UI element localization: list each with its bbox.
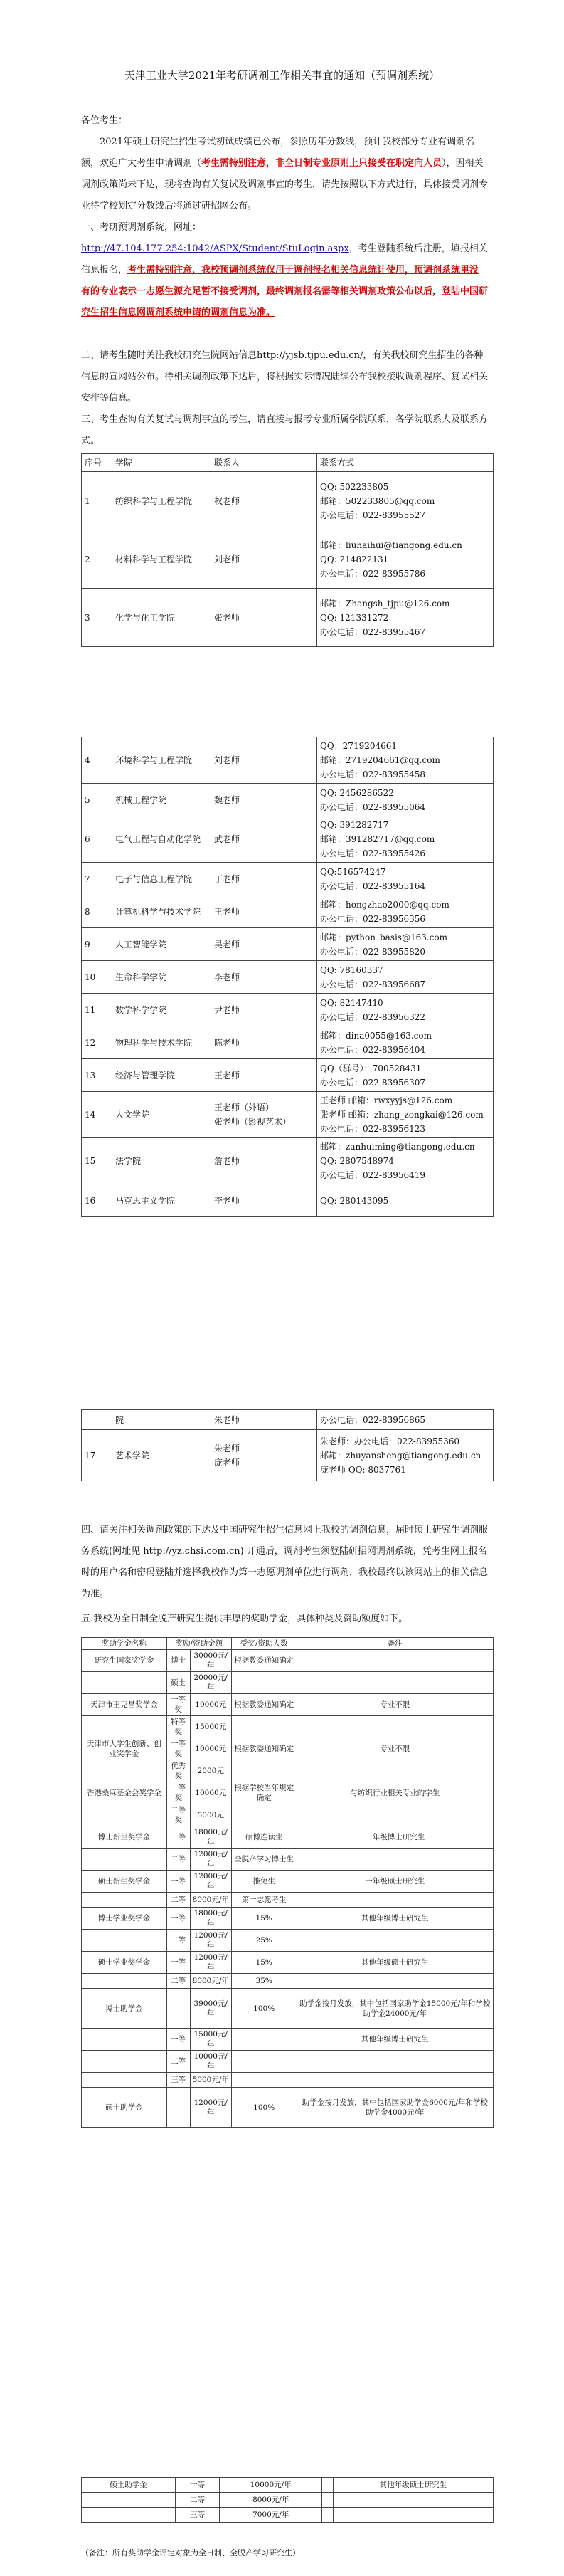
contacts-row: [82, 895, 494, 928]
contacts-info: 邮箱：Zhangsh_tjpu@126.com QQ: 121331272 办公电话：022-83955467: [317, 589, 494, 647]
contacts-row-number: 4: [82, 737, 112, 784]
contacts-college: 艺术学院: [112, 1430, 211, 1481]
awards-row: [82, 1804, 494, 1826]
award-quota: [322, 2478, 334, 2493]
awards-row: [82, 1989, 494, 2029]
award-quota: 第一志愿考生: [231, 1893, 297, 1908]
awards-row: [82, 1694, 494, 1716]
award-remark: [297, 1974, 493, 1989]
award-remark: 专业不限: [297, 1738, 493, 1760]
contacts-college: 材料科学与工程学院: [112, 530, 211, 589]
contacts-row: [82, 784, 494, 816]
award-remark: 助学金按月发放，其中包括国家助学金15000元/年和学校助学金24000元/年: [297, 1989, 493, 2029]
award-amount: 8000元/年: [190, 1893, 231, 1908]
contacts-college: 电气工程与自动化学院: [112, 816, 211, 863]
contacts-header-cell: 联系方式: [317, 454, 494, 472]
award-level: 特等奖: [166, 1716, 190, 1738]
awards-row: [82, 2478, 494, 2493]
contacts-header-cell: 序号: [82, 454, 112, 472]
awards-header-cell: 奖励/资助金额: [166, 1638, 231, 1650]
contacts-college: 马克思主义学院: [112, 1184, 211, 1217]
award-amount: 15000元: [190, 1716, 231, 1738]
awards-row: [82, 1849, 494, 1871]
contacts-info: QQ: 280143095: [317, 1184, 494, 1217]
contacts-college: 机械工程学院: [112, 784, 211, 816]
award-amount: 20000元/年: [190, 1672, 231, 1694]
award-remark: [297, 1893, 493, 1908]
award-amount: 39000元/年: [190, 1989, 231, 2029]
contacts-row: [82, 994, 494, 1026]
award-amount: 5000元/年: [190, 2073, 231, 2088]
award-level: 三等: [166, 2073, 190, 2088]
award-level: 优秀奖: [166, 1760, 190, 1782]
contacts-info: QQ: 82147410 办公电话：022-83956322: [317, 994, 494, 1026]
award-name: 硕士学业奖学金: [82, 1952, 167, 1974]
step1-label: 一、考研预调剂系统，网址：: [81, 222, 202, 233]
award-remark: [297, 2051, 493, 2073]
awards-note: （备注：所有奖助学金评定对象为全日制、全脱产学习研究生）: [81, 2548, 300, 2557]
award-amount: 12000元/年: [190, 1849, 231, 1871]
award-remark: 其他年级博士研究生: [297, 2029, 493, 2051]
awards-row: [82, 2493, 494, 2508]
contacts-person: 陈老师: [211, 1026, 317, 1059]
contacts-person: 王老师: [211, 895, 317, 928]
award-remark: [333, 2493, 493, 2508]
award-level: 二等: [166, 1849, 190, 1871]
awards-header-cell: 奖助学金名称: [82, 1638, 167, 1650]
award-level: 一等奖: [166, 1738, 190, 1760]
award-amount: 10000元: [190, 1782, 231, 1804]
contacts-row-number: 16: [82, 1184, 112, 1217]
contacts-info: QQ（群号）：700528431 办公电话：022-83956307: [317, 1059, 494, 1092]
contacts-row-number: 6: [82, 816, 112, 863]
contacts-info: 王老师 邮箱：rwxyyjs@126.com 张老师 邮箱：zhang_zongkai@126.com 办公电话：022-83956123: [317, 1092, 494, 1138]
award-remark: [297, 1930, 493, 1952]
step4-paragraph: 四、请关注相关调剂政策的下达及中国研究生招生信息网上我校的调剂信息，届时硕士研究生调剂服务系统(网址见 http://yz.chsi.com.cn) 开通后，调剂考生须登陆研招网调剂系统，凭考生网上报名时的用户名和密码登陆并选择我校作为第一志愿调剂单位进行调剂，我校最终以该网站上的相关信息为准。: [81, 1525, 489, 1599]
award-level: 二等: [166, 1974, 190, 1989]
award-name: [82, 2073, 167, 2088]
awards-row: [82, 1952, 494, 1974]
awards-row: [82, 2508, 494, 2523]
award-name: [82, 1760, 167, 1782]
contacts-college: 纺织科学与工程学院: [112, 472, 211, 530]
award-remark: [333, 2508, 493, 2523]
contacts-college: 人文学院: [112, 1092, 211, 1138]
step3-paragraph: 三、考生查询有关复试与调剂事宜的考生，请直接与报考专业所属学院联系，各学院联系人及联系方式。: [81, 414, 489, 446]
contacts-row-number: 2: [82, 530, 112, 589]
contacts-header-cell: 学院: [112, 454, 211, 472]
award-name: 硕士助学金: [82, 2088, 167, 2128]
contacts-row: [82, 589, 494, 647]
award-quota: 25%: [231, 1930, 297, 1952]
award-remark: 与纺织行业相关专业的学生: [297, 1782, 493, 1804]
contacts-row-number: 9: [82, 928, 112, 961]
contacts-person: 吴老师: [211, 928, 317, 961]
contacts-row: [82, 472, 494, 530]
contacts-college: 计算机科学与技术学院: [112, 895, 211, 928]
award-name: 天津市大学生创新、创业奖学金: [82, 1738, 167, 1760]
award-quota: 根据教委通知确定: [231, 1650, 297, 1672]
award-remark: [297, 1849, 493, 1871]
contacts-row: [82, 1138, 494, 1184]
awards-row: [82, 1908, 494, 1930]
contacts-info: 邮箱：liuhaihui@tiangong.edu.cn QQ: 214822131 办公电话：022-83955786: [317, 530, 494, 589]
contacts-info: QQ：2719204661 邮箱：2719204661@qq.com 办公电话：022-83955458: [317, 737, 494, 784]
award-quota: 根据教委通知确定: [231, 1694, 297, 1716]
award-quota: 15%: [231, 1908, 297, 1930]
award-name: [82, 1974, 167, 1989]
contacts-person: 刘老师: [211, 737, 317, 784]
greeting: 各位考生：: [81, 115, 128, 126]
intro-text: 2021年硕士研究生招生考试初试成绩已公布，参照历年分数线，预计我校部分专业有调剂名额，欢迎广大考生申请调剂（: [81, 137, 475, 169]
contacts-row: [82, 961, 494, 994]
contacts-row-number: 12: [82, 1026, 112, 1059]
contacts-person: 张老师: [211, 589, 317, 647]
award-name: [82, 1930, 167, 1952]
contacts-info: 朱老师：办公电话：022-83955360 邮箱：zhuyansheng@tiangong.edu.cn 庞老师 QQ: 8037761: [317, 1430, 494, 1481]
award-amount: 12000元/年: [190, 1930, 231, 1952]
award-name: [82, 1716, 167, 1738]
contacts-college: 物理科学与技术学院: [112, 1026, 211, 1059]
contacts-college: 人工智能学院: [112, 928, 211, 961]
contacts-row: [82, 737, 494, 784]
awards-row: [82, 1760, 494, 1782]
award-quota: [231, 1672, 297, 1694]
award-name: [82, 1849, 167, 1871]
contacts-row-number: 17: [82, 1430, 112, 1481]
contacts-college: 生命科学学院: [112, 961, 211, 994]
contacts-info: 邮箱：hongzhao2000@qq.com 办公电话：022-83956356: [317, 895, 494, 928]
award-name: 硕士新生奖学金: [82, 1871, 167, 1893]
contacts-info: 办公电话：022-83956865: [317, 1410, 494, 1430]
award-quota: 35%: [231, 1974, 297, 1989]
award-level: 一等: [166, 1826, 190, 1849]
step1-mid: ，考生登陆系统后注册，填报相关信息报名，: [81, 243, 488, 275]
awards-row: [82, 1974, 494, 1989]
contacts-person: 丁老师: [211, 863, 317, 895]
award-remark: [297, 1804, 493, 1826]
award-quota: 15%: [231, 1952, 297, 1974]
contacts-row-number: 14: [82, 1092, 112, 1138]
award-amount: 5000元: [190, 1804, 231, 1826]
award-name: [82, 1893, 167, 1908]
awards-row: [82, 1650, 494, 1672]
contacts-row-number: [82, 1410, 112, 1430]
award-amount: 10000元/年: [190, 2051, 231, 2073]
contacts-person: 刘老师: [211, 530, 317, 589]
award-remark: [297, 2073, 493, 2088]
contacts-info: QQ: 391282717 邮箱：391282717@qq.com 办公电话：022-83955426: [317, 816, 494, 863]
award-amount: 12000元/年: [190, 1871, 231, 1893]
awards-header-cell: 备注: [297, 1638, 493, 1650]
contacts-row: [82, 1184, 494, 1217]
award-level: 一等: [166, 1908, 190, 1930]
awards-row: [82, 1782, 494, 1804]
contacts-row: [82, 1026, 494, 1059]
award-name: [82, 2508, 176, 2523]
awards-table: [81, 1637, 494, 2128]
contacts-row: [82, 1092, 494, 1138]
contacts-row-number: 10: [82, 961, 112, 994]
prereg-system-link[interactable]: http://47.104.177.254:1042/ASPX/Student/StuLogin.aspx: [81, 243, 349, 254]
award-quota: 100%: [231, 1989, 297, 2029]
award-amount: 10000元/年: [220, 2478, 322, 2493]
award-name: 博士新生奖学金: [82, 1826, 167, 1849]
awards-row: [82, 1826, 494, 1849]
award-name: [82, 2493, 176, 2508]
awards-row: [82, 1716, 494, 1738]
award-name: 博士助学金: [82, 1989, 167, 2029]
awards-row: [82, 1871, 494, 1893]
award-quota: 100%: [231, 2088, 297, 2128]
award-remark: [297, 1760, 493, 1782]
award-quota: 根据教委通知确定: [231, 1738, 297, 1760]
award-amount: 30000元/年: [190, 1650, 231, 1672]
contacts-person: 王老师: [211, 1059, 317, 1092]
award-amount: 10000元: [190, 1738, 231, 1760]
award-level: [166, 1989, 190, 2029]
award-amount: 18000元/年: [190, 1908, 231, 1930]
award-remark: [297, 1650, 493, 1672]
award-amount: 10000元: [190, 1694, 231, 1716]
award-quota: 根据学校当年规定确定: [231, 1782, 297, 1804]
contacts-person: 李老师: [211, 961, 317, 994]
awards-row: [82, 2088, 494, 2128]
contacts-header-cell: 联系人: [211, 454, 317, 472]
award-remark: [297, 1672, 493, 1694]
step2-paragraph: 二、请考生随时关注我校研究生院网站信息http://yjsb.tjpu.edu.cn/，有关我校研究生招生的各种信息的宣网站公布。待相关调剂政策下达后，将根据实际情况陆续公布我校接收调剂程序、复试相关安排等信息。: [81, 350, 489, 404]
contacts-person: 詹老师: [211, 1138, 317, 1184]
contacts-info: QQ: 78160337 办公电话：022-83956687: [317, 961, 494, 994]
awards-row: [82, 1930, 494, 1952]
contacts-person: 朱老师: [211, 1410, 317, 1430]
awards-row: [82, 2073, 494, 2088]
contacts-info: 邮箱：dina0055@163.com 办公电话：022-83956404: [317, 1026, 494, 1059]
award-amount: 18000元/年: [190, 1826, 231, 1849]
award-quota: [322, 2508, 334, 2523]
contacts-college: 数学科学学院: [112, 994, 211, 1026]
award-level: 二等: [176, 2493, 220, 2508]
contacts-college: 经济与管理学院: [112, 1059, 211, 1092]
contacts-header-row: [82, 454, 494, 472]
contacts-row-number: 11: [82, 994, 112, 1026]
awards-row: [82, 1738, 494, 1760]
contacts-person: 朱老师 庞老师: [211, 1430, 317, 1481]
intro-warning: 考生需特别注意，非全日制专业原则上只接受在职定向人员: [201, 158, 442, 169]
award-remark: 其他年级博士研究生: [297, 1908, 493, 1930]
contacts-person: 李老师: [211, 1184, 317, 1217]
step5-paragraph: 五.我校为全日制全脱产研究生提供丰厚的奖助学金，具体种类及资助额度如下。: [81, 1614, 408, 1624]
awards-header-cell: 受奖/资助人数: [231, 1638, 297, 1650]
contacts-row: [82, 816, 494, 863]
award-quota: [231, 2029, 297, 2051]
contacts-college: 法学院: [112, 1138, 211, 1184]
awards-table-continued: [81, 2477, 494, 2523]
award-name: 博士学业奖学金: [82, 1908, 167, 1930]
award-quota: [231, 2073, 297, 2088]
contacts-college: 电子与信息工程学院: [112, 863, 211, 895]
award-name: 研究生国家奖学金: [82, 1650, 167, 1672]
intro-tail: ），因相关调剂政策尚未下达，现将查询有关复试及调剂事宜的考生，请先按照以下方式进行，具体接受调剂专业待学校划定分数线后将通过研招网公布。: [81, 158, 489, 211]
award-quota: [231, 1760, 297, 1782]
award-quota: 全脱产学习博士生: [231, 1849, 297, 1871]
step1-warning: 考生需特别注意，我校预调剂系统仅用于调剂报名相关信息统计使用，预调剂系统里没有的专业表示一志愿生源充足暂不接受调剂，最终调剂报名需等相关调剂政策公布以后，登陆中国研究生招生信息网调剂系统申请的调剂信息为准。: [81, 265, 489, 318]
award-level: 一等奖: [166, 1694, 190, 1716]
contacts-row-number: 3: [82, 589, 112, 647]
award-level: 三等: [176, 2508, 220, 2523]
award-remark: 一年级博士研究生: [297, 1826, 493, 1849]
contacts-college: 院: [112, 1410, 211, 1430]
awards-row: [82, 2029, 494, 2051]
award-quota: 推免生: [231, 1871, 297, 1893]
contacts-row: [82, 1059, 494, 1092]
contacts-row: [82, 863, 494, 895]
award-name: [82, 2029, 167, 2051]
contacts-info: QQ: 2456286522 办公电话：022-83955064: [317, 784, 494, 816]
award-remark: 助学金按月发放，其中包括国家助学金6000元/年和学校助学金4000元/年: [297, 2088, 493, 2128]
contacts-college: 化学与化工学院: [112, 589, 211, 647]
contacts-row-number: 7: [82, 863, 112, 895]
awards-row: [82, 2051, 494, 2073]
award-level: 二等: [166, 1893, 190, 1908]
award-level: [166, 2088, 190, 2128]
award-remark: 一年级硕士研究生: [297, 1871, 493, 1893]
award-quota: 硕博连读生: [231, 1826, 297, 1849]
contacts-info: 邮箱：zanhuiming@tiangong.edu.cn QQ: 2807548974 办公电话：022-83956419: [317, 1138, 494, 1184]
award-level: 一等: [166, 1871, 190, 1893]
award-remark: [297, 1716, 493, 1738]
contacts-row: [82, 1430, 494, 1481]
award-name: 天津市王克昌奖学金: [82, 1694, 167, 1716]
award-quota: [231, 2051, 297, 2073]
contacts-row-number: 5: [82, 784, 112, 816]
award-level: 一等奖: [166, 1782, 190, 1804]
award-name: [82, 1804, 167, 1826]
award-level: 一等: [166, 1952, 190, 1974]
award-quota: [231, 1804, 297, 1826]
contacts-table-part1: [81, 453, 494, 647]
page-title: 天津工业大学2021年考研调剂工作相关事宜的通知（预调剂系统）: [124, 69, 440, 82]
contacts-person: 武老师: [211, 816, 317, 863]
awards-header-row: [82, 1638, 494, 1650]
contacts-row-number: 13: [82, 1059, 112, 1092]
contacts-person: 魏老师: [211, 784, 317, 816]
contacts-row: [82, 530, 494, 589]
awards-row: [82, 1893, 494, 1908]
award-amount: 12000元/年: [190, 2088, 231, 2128]
award-remark: 其他年级硕士研究生: [297, 1952, 493, 1974]
contacts-info: QQ:516574247 办公电话：022-83955164: [317, 863, 494, 895]
contacts-row-number: 8: [82, 895, 112, 928]
contacts-row-number: 15: [82, 1138, 112, 1184]
award-amount: 7000元/年: [220, 2508, 322, 2523]
award-quota: [231, 1716, 297, 1738]
contacts-person: 王老师（外语） 张老师（影视艺术）: [211, 1092, 317, 1138]
contacts-college: 环境科学与工程学院: [112, 737, 211, 784]
award-amount: 8000元/年: [190, 1974, 231, 1989]
award-level: 硕士: [166, 1672, 190, 1694]
award-remark: 专业不限: [297, 1694, 493, 1716]
contacts-table-part3: [81, 1409, 494, 1481]
intro-paragraph: [81, 132, 488, 217]
award-name: [82, 1672, 167, 1694]
awards-row: [82, 1672, 494, 1694]
award-level: 博士: [166, 1650, 190, 1672]
contacts-row: [82, 1410, 494, 1430]
contacts-person: 尹老师: [211, 994, 317, 1026]
award-level: 一等: [176, 2478, 220, 2493]
contacts-info: QQ: 502233805 邮箱：502233805@qq.com 办公电话：022-83955527: [317, 472, 494, 530]
award-amount: 8000元/年: [220, 2493, 322, 2508]
contacts-row-number: 1: [82, 472, 112, 530]
award-amount: 12000元/年: [190, 1952, 231, 1974]
step1-paragraph: [81, 217, 488, 324]
award-level: 二等: [166, 1930, 190, 1952]
award-level: 二等: [166, 2051, 190, 2073]
contacts-person: 权老师: [211, 472, 317, 530]
contacts-info: 邮箱：python_basis@163.com 办公电话：022-83955820: [317, 928, 494, 961]
award-amount: 15000元/年: [190, 2029, 231, 2051]
contacts-table-part2: [81, 737, 494, 1217]
award-level: 一等: [166, 2029, 190, 2051]
award-amount: 2000元: [190, 1760, 231, 1782]
contacts-row: [82, 928, 494, 961]
award-quota: [322, 2493, 334, 2508]
award-name: 硕士助学金: [82, 2478, 176, 2493]
award-level: 二等奖: [166, 1804, 190, 1826]
award-remark: 其他年级硕士研究生: [333, 2478, 493, 2493]
award-name: [82, 2051, 167, 2073]
award-name: 香港桑麻基金会奖学金: [82, 1782, 167, 1804]
